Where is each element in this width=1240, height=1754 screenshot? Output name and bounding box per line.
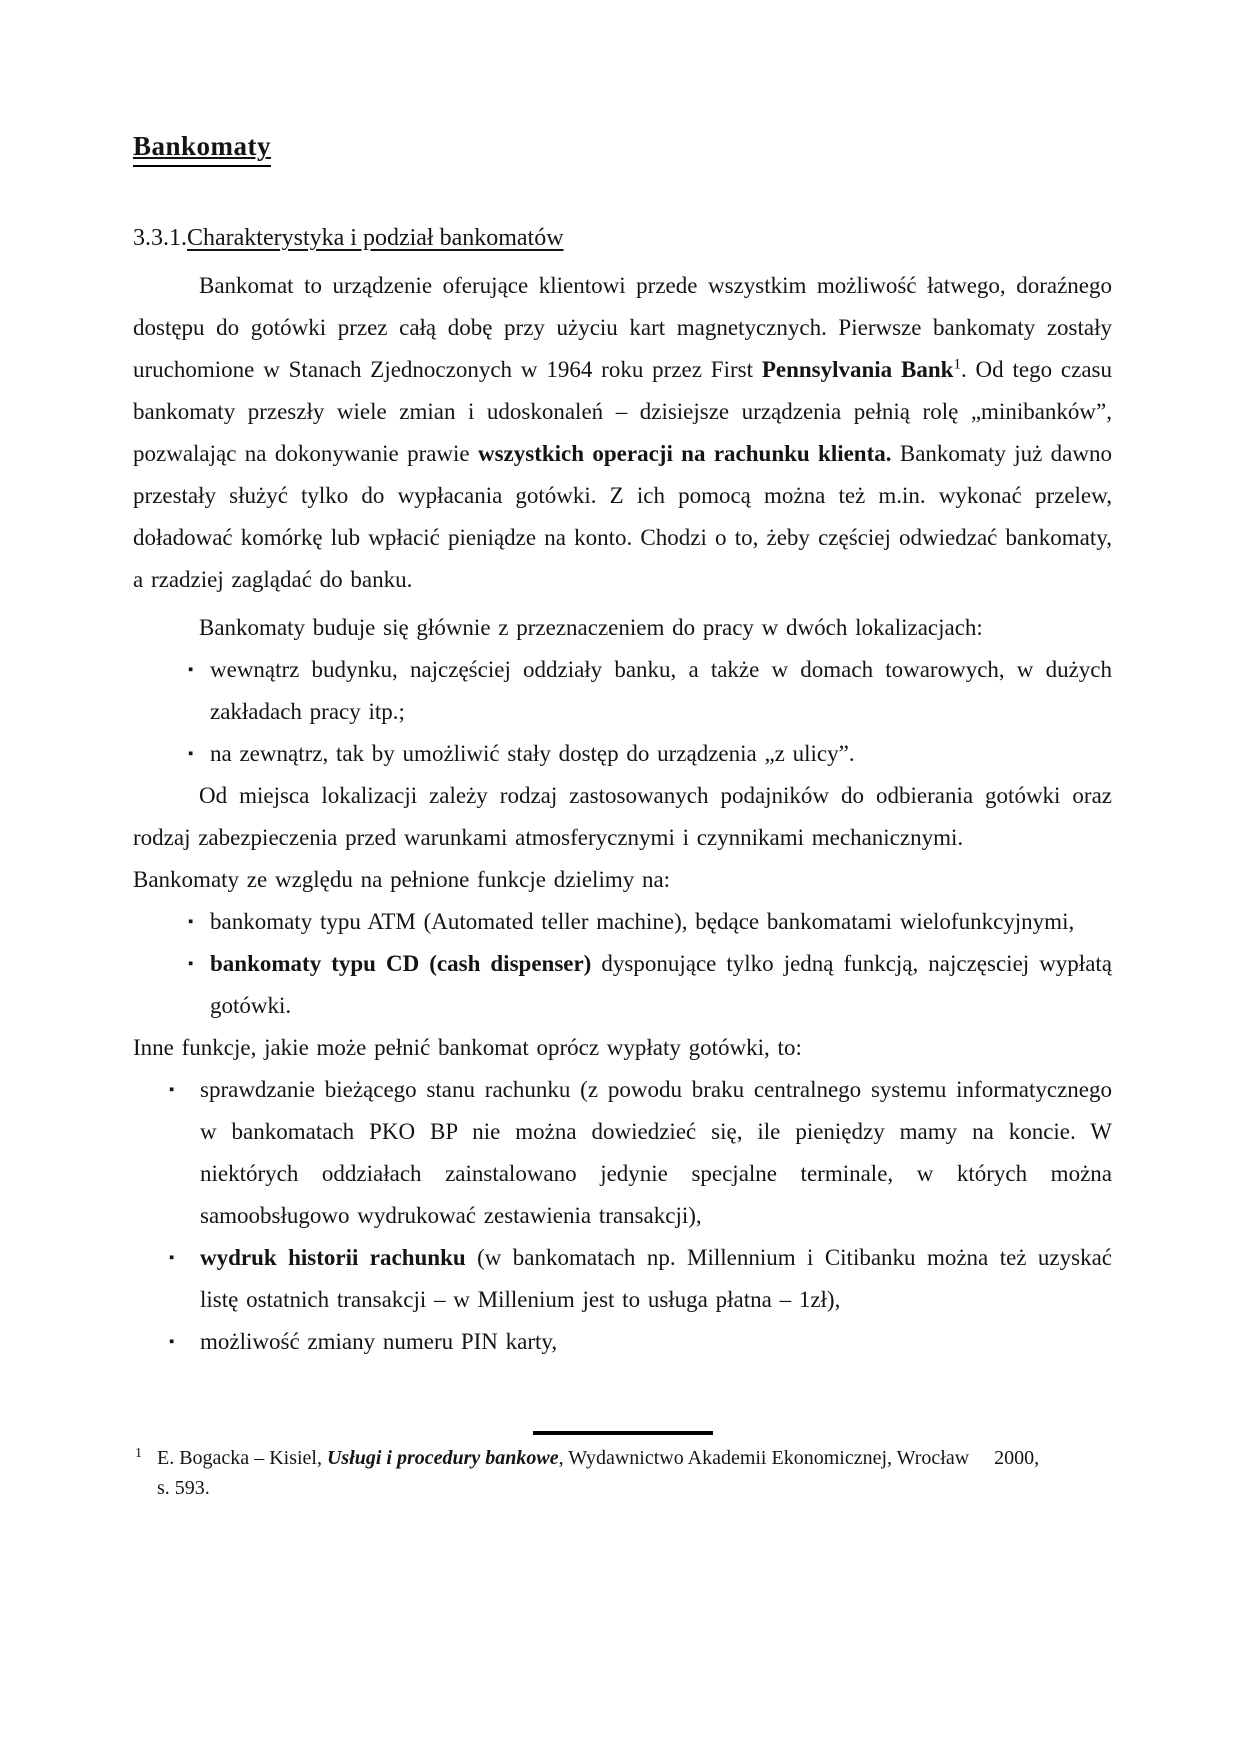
footnote-separator [533, 1431, 713, 1435]
square-bullet-icon: ▪ [188, 662, 194, 678]
footnote-page: s. 593. [157, 1477, 210, 1499]
paragraph-functions-lead: Bankomaty ze względu na pełnione funkcje dzielimy na: [133, 867, 671, 892]
page-title: Bankomaty [133, 130, 271, 167]
list-item-text: możliwość zmiany numeru PIN karty, [200, 1329, 558, 1354]
paragraph-location-dependency: Od miejsca lokalizacji zależy rodzaj zastosowanych podajników do odbierania gotówki oraz rodzaj zabezpieczenia przed warunkami atmosferycznymi i czynnikami mechanicznymi. [133, 783, 1112, 850]
square-bullet-icon: ▪ [169, 1250, 175, 1266]
section-heading [133, 223, 1112, 253]
functions-list [133, 1069, 1112, 1363]
section-number: 3.3.1. [133, 225, 187, 251]
bold-term: Pennsylvania Bank [761, 357, 954, 382]
square-bullet-icon: ▪ [169, 1334, 175, 1350]
list-item [133, 1321, 1112, 1363]
square-bullet-icon: ▪ [188, 956, 194, 972]
bold-term: bankomaty typu CD (cash dispenser) [210, 951, 592, 976]
list-item-text: bankomaty typu ATM (Automated teller machine), będące bankomatami wielofunkcyjnymi, [210, 909, 1075, 934]
list-item [133, 733, 1112, 775]
footnote-number: 1 [135, 1446, 142, 1461]
types-list [133, 901, 1112, 1027]
square-bullet-icon: ▪ [169, 1082, 175, 1098]
square-bullet-icon: ▪ [188, 746, 194, 762]
section-heading-text: Charakterystyka i podział bankomatów [187, 225, 564, 251]
bold-term: wydruk historii rachunku [200, 1245, 466, 1270]
paragraph-intro [133, 265, 1112, 601]
list-item-text: sprawdzanie bieżącego stanu rachunku (z powodu braku centralnego systemu informatycznego w bankomatach PKO BP nie można dowiedzieć się, ile pieniędzy mamy na koncie. W niektórych oddziałach zainstalowano jedynie specjalne terminale, w których można samoobsługowo wydrukować zestawienia transakcji), [200, 1077, 1112, 1228]
footnote-text: , Wydawnictwo Akademii Ekonomicznej, Wrocław 2000, [558, 1447, 1040, 1469]
list-item-text: dysponujące tylko jedną funkcją, najczęsciej wypłatą gotówki. [210, 951, 1113, 1018]
footnote-book-title: Usługi i procedury bankowe [326, 1447, 559, 1469]
paragraph-text: . Od tego czasu bankomaty przeszły wiele zmian i udoskonaleń – dzisiejsze urządzenia pełnią rolę „minibanków”, pozwalając na dokonywanie prawie [133, 357, 1112, 466]
list-item [133, 1237, 1112, 1321]
list-item-text: na zewnątrz, tak by umożliwić stały dostęp do urządzenia „z ulicy”. [210, 741, 855, 766]
list-item [133, 901, 1112, 943]
list-item-text: (w bankomatach np. Millennium i Citibanku można też uzyskać listę ostatnich transakcji – w Millenium jest to usługa płatna – 1zł), [200, 1245, 1112, 1312]
footnote [133, 1443, 1112, 1503]
footnote-text: E. Bogacka – Kisiel, [157, 1447, 327, 1469]
list-item [133, 1069, 1112, 1237]
locations-list [133, 649, 1112, 775]
paragraph-text: Bankomaty już dawno przestały służyć tylko do wypłacania gotówki. Z ich pomocą można też m.in. wykonać przelew, doładować komórkę lub wpłacić pieniądze na konto. Chodzi o to, żeby częściej odwiedzać bankomaty, a rzadziej zaglądać do banku. [133, 441, 1112, 592]
list-item [133, 649, 1112, 733]
paragraph-text: Bankomat to urządzenie oferujące klientowi przede wszystkim możliwość łatwego, doraźnego dostępu do gotówki przez całą dobę przy użyciu kart magnetycznych. Pierwsze bankomaty zostały uruchomione w Stanach Zjednoczonych w 1964 roku przez First [133, 273, 1112, 382]
paragraph-other-functions-lead: Inne funkcje, jakie może pełnić bankomat oprócz wypłaty gotówki, to: [133, 1035, 802, 1060]
bold-term: wszystkich operacji na rachunku klienta. [477, 441, 892, 466]
paragraph-locations-lead: Bankomaty buduje się głównie z przeznaczeniem do pracy w dwóch lokalizacjach: [199, 615, 983, 640]
square-bullet-icon: ▪ [188, 914, 194, 930]
list-item-text: wewnątrz budynku, najczęściej oddziały banku, a także w domach towarowych, w dużych zakładach pracy itp.; [210, 657, 1112, 724]
list-item [133, 943, 1112, 1027]
footnote-reference: 1 [953, 356, 961, 373]
